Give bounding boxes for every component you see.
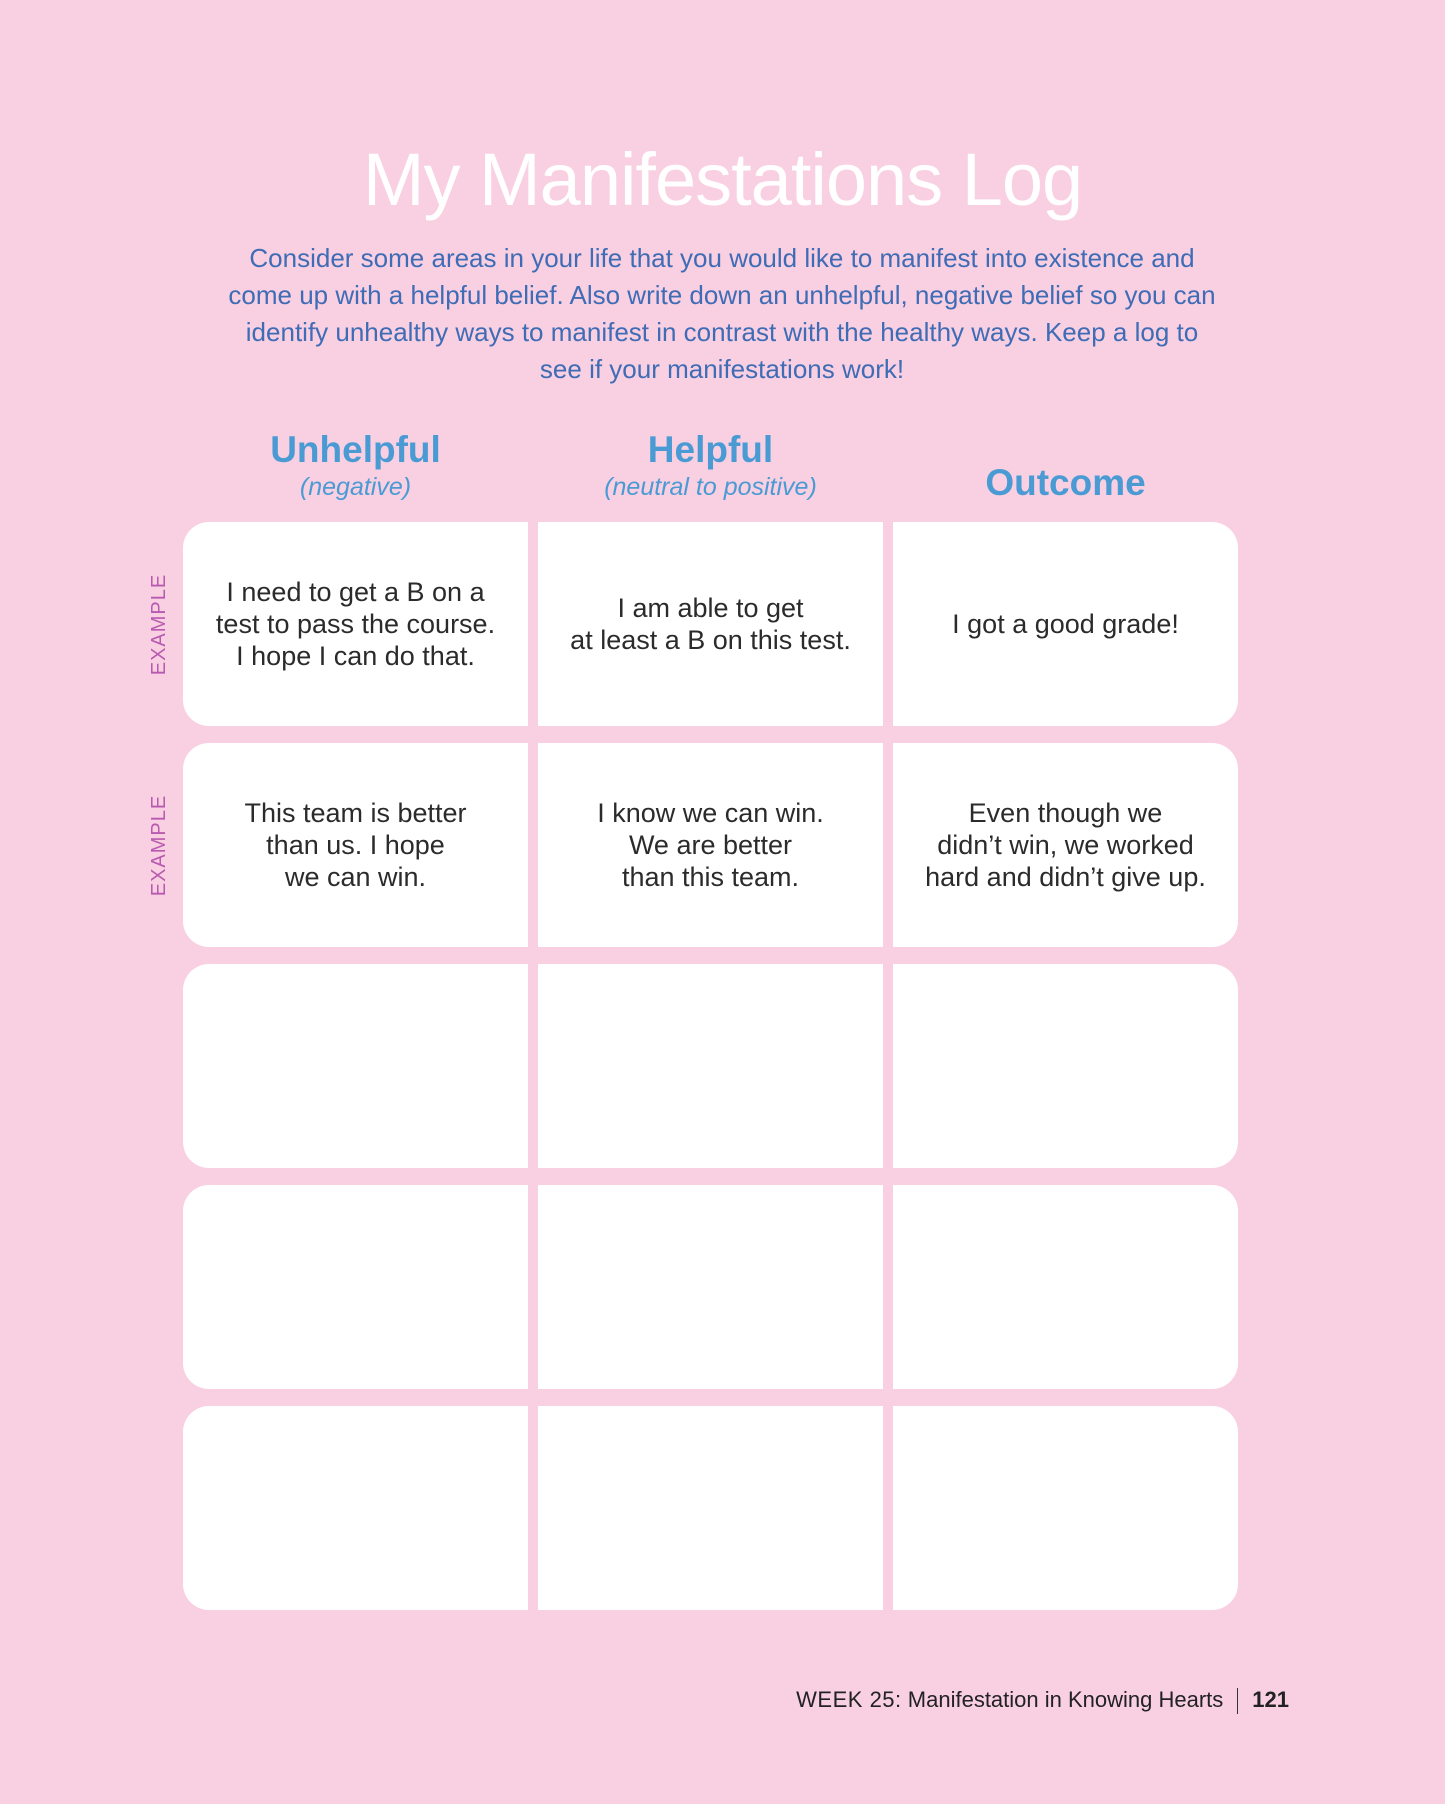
log-cell-helpful: I know we can win. We are better than this team. xyxy=(538,743,883,947)
log-cell-unhelpful[interactable] xyxy=(183,964,528,1168)
column-header-outcome xyxy=(893,461,1238,505)
log-row-blank xyxy=(183,1406,1238,1610)
log-cell-helpful[interactable] xyxy=(538,1185,883,1389)
log-cell-unhelpful[interactable] xyxy=(183,1185,528,1389)
log-cell-unhelpful: I need to get a B on a test to pass the course. I hope I can do that. xyxy=(183,522,528,726)
column-header-sublabel: (neutral to positive) xyxy=(604,473,817,501)
column-header-sublabel: (negative) xyxy=(299,473,412,501)
log-cell-helpful: I am able to get at least a B on this test. xyxy=(538,522,883,726)
page-title: My Manifestations Log xyxy=(362,138,1083,221)
footer-week: WEEK 25: xyxy=(796,1687,902,1712)
row-label-text: EXAMPLE xyxy=(148,794,171,896)
row-label-text: EXAMPLE xyxy=(148,573,171,675)
log-cell-outcome: Even though we didn’t win, we worked hard and didn’t give up. xyxy=(893,743,1238,947)
log-row-blank xyxy=(183,964,1238,1168)
footer-divider xyxy=(1237,1688,1238,1714)
log-cell-unhelpful[interactable] xyxy=(183,1406,528,1610)
column-header-label: Outcome xyxy=(985,462,1146,503)
column-header-unhelpful xyxy=(183,428,528,502)
log-cell-outcome: I got a good grade! xyxy=(893,522,1238,726)
manifestations-log-table xyxy=(183,522,1238,1610)
log-cell-unhelpful: This team is better than us. I hope we can win. xyxy=(183,743,528,947)
log-cell-outcome[interactable] xyxy=(893,1185,1238,1389)
footer-chapter-title: Manifestation in Knowing Hearts xyxy=(907,1687,1224,1712)
log-row-example-2 xyxy=(183,743,1238,947)
log-row-blank xyxy=(183,1185,1238,1389)
page-footer xyxy=(796,1683,1289,1717)
column-header-label: Unhelpful xyxy=(270,429,441,470)
column-header-helpful xyxy=(538,428,883,502)
log-cell-outcome[interactable] xyxy=(893,1406,1238,1610)
log-cell-helpful[interactable] xyxy=(538,1406,883,1610)
log-row-example-1 xyxy=(183,522,1238,726)
log-cell-helpful[interactable] xyxy=(538,964,883,1168)
log-cell-outcome[interactable] xyxy=(893,964,1238,1168)
column-header-label: Helpful xyxy=(647,429,774,470)
intro-paragraph: Consider some areas in your life that you would like to manifest into existence and come up with a helpful belief. Also write down an unhelpful, negative belief so you can identify unhealthy ways to manifest in contrast with the healthy ways. Keep a log to see if your manifestations work! xyxy=(228,243,1216,384)
page-number: 121 xyxy=(1252,1687,1289,1712)
